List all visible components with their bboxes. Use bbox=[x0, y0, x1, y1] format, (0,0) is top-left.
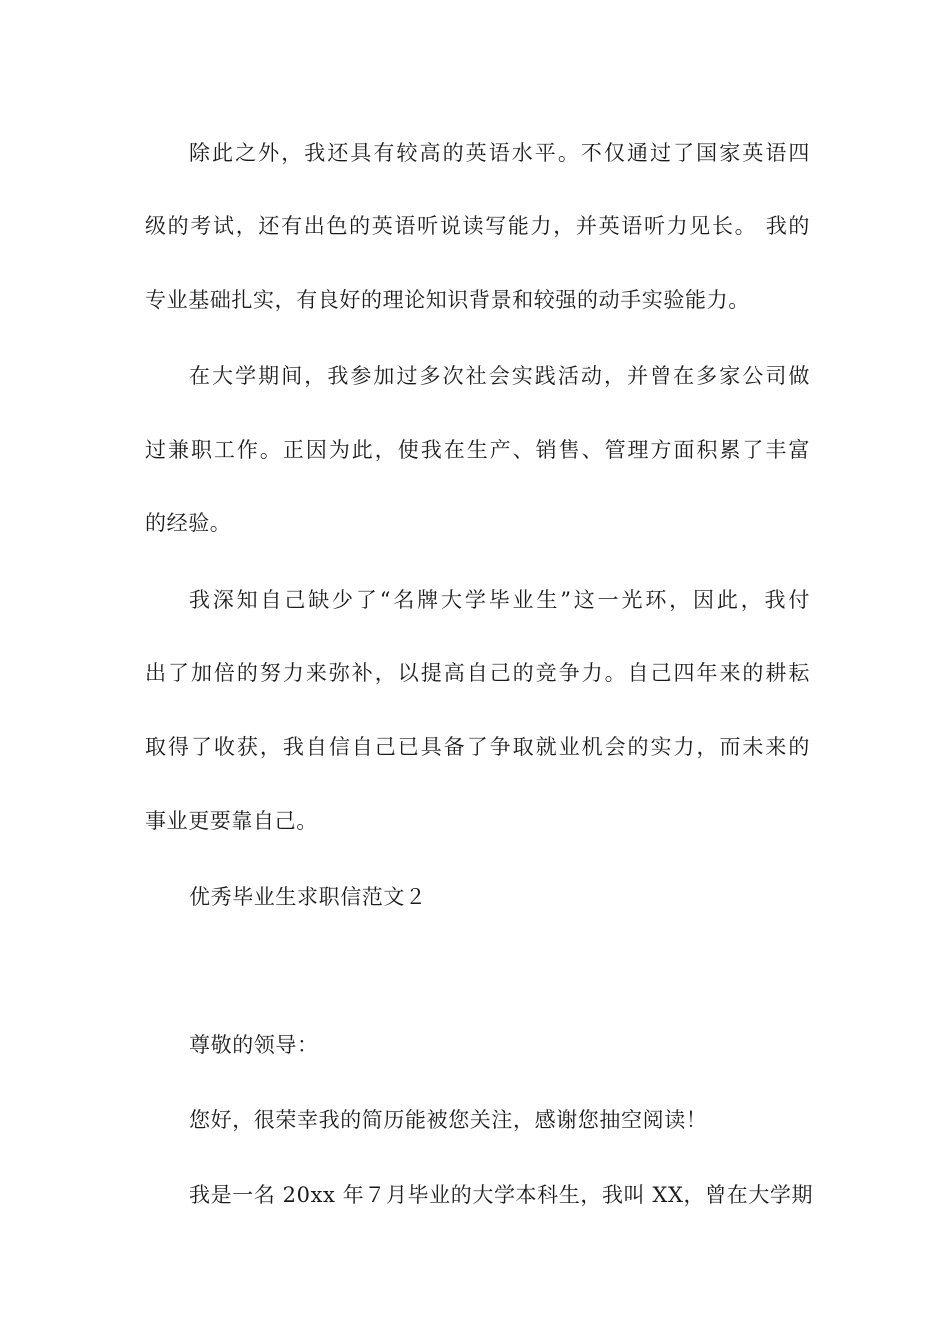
greeting: 您好，很荣幸我的简历能被您关注，感谢您抽空阅读！ bbox=[189, 1108, 708, 1132]
paragraph-3-line-2: 出了加倍的努力来弥补，以提高自己的竞争力。自己四年来的耕耘 bbox=[145, 661, 810, 685]
paragraph-3-line-1: 我深知自己缺少了“名牌大学毕业生”这一光环，因此，我付 bbox=[189, 588, 810, 612]
salutation: 尊敬的领导： bbox=[189, 1033, 319, 1057]
paragraph-1-line-2: 级的考试，还有出色的英语听说读写能力，并英语听力见长。 我的 bbox=[145, 214, 810, 238]
paragraph-2-line-2: 过兼职工作。正因为此，使我在生产、销售、管理方面积累了丰富 bbox=[145, 438, 810, 462]
paragraph-3-line-3: 取得了收获，我自信自己已具备了争取就业机会的实力，而未来的 bbox=[145, 735, 810, 759]
paragraph-2-line-3: 的经验。 bbox=[145, 511, 232, 535]
paragraph-2-line-1: 在大学期间，我参加过多次社会实践活动，并曾在多家公司做 bbox=[189, 364, 810, 388]
intro-line: 我是一名 20xx 年７月毕业的大学本科生，我叫 XX，曾在大学期 bbox=[189, 1183, 814, 1207]
paragraph-1-line-3: 专业基础扎实，有良好的理论知识背景和较强的动手实验能力。 bbox=[145, 288, 750, 312]
paragraph-1-line-1: 除此之外，我还具有较高的英语水平。不仅通过了国家英语四 bbox=[189, 141, 810, 165]
section-title: 优秀毕业生求职信范文２ bbox=[189, 885, 427, 909]
paragraph-3-line-4: 事业更要靠自己。 bbox=[145, 809, 318, 833]
